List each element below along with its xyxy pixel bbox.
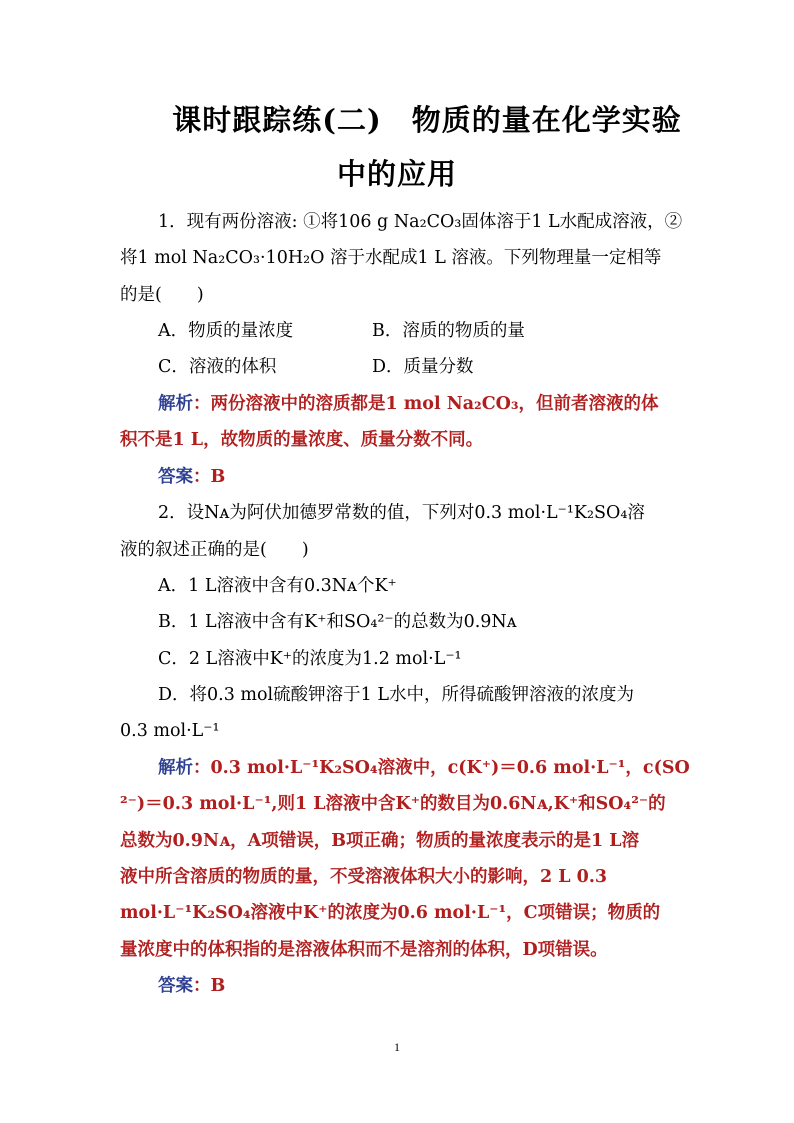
q2-analysis-line3: 总数为0.9Nᴀ，A项错误，B项正确；物质的量浓度表示的是1 L溶 (120, 831, 640, 851)
q2-stem-line1: 2．设Nᴀ为阿伏加德罗常数的值，下列对0.3 mol·L⁻¹K₂SO₄溶 (158, 503, 645, 523)
q2-analysis-line2: ²⁻)＝0.3 mol·L⁻¹,则1 L溶液中含K⁺的数目为0.6Nᴀ,K⁺和SO₄²⁻的 (120, 794, 666, 814)
q2-analysis-text1: ：0.3 mol·L⁻¹K₂SO₄溶液中，c(K⁺)＝0.6 mol·L⁻¹，c(SO (193, 758, 690, 778)
q2-analysis-line5: mol·L⁻¹K₂SO₄溶液中K⁺的浓度为0.6 mol·L⁻¹，C项错误；物质的 (120, 903, 661, 923)
q1-answer-value: ：B (193, 467, 226, 487)
q1-stem-line1: 1．现有两份溶液: ①将106 g Na₂CO₃固体溶于1 L水配成溶液，② (158, 212, 683, 232)
q2-analysis-line4: 液中所含溶质的物质的量，不受溶液体积大小的影响，2 L 0.3 (120, 867, 608, 887)
q1-analysis-label: 解析 (158, 394, 193, 414)
q1-analysis-text1: ：两份溶液中的溶质都是1 mol Na₂CO₃，但前者溶液的体 (193, 394, 659, 414)
q2-answer (158, 974, 225, 998)
q2-answer-value: ：B (193, 976, 226, 996)
q1-option-a: A．物质的量浓度 (158, 321, 294, 341)
q2-analysis-line1 (158, 756, 690, 780)
page-title-line2: 中的应用 (336, 157, 457, 191)
q2-stem-line2: 液的叙述正确的是( ) (120, 540, 309, 560)
q1-option-d: D．质量分数 (372, 357, 474, 377)
q1-analysis-line2: 积不是1 L，故物质的量浓度、质量分数不同。 (120, 430, 484, 450)
q1-stem-line3: 的是( ) (120, 285, 204, 305)
q2-analysis-label: 解析 (158, 758, 193, 778)
q1-option-c: C．溶液的体积 (158, 357, 277, 377)
q2-option-c: C．2 L溶液中K⁺的浓度为1.2 mol·L⁻¹ (158, 649, 462, 669)
page-number: 1 (394, 1040, 400, 1054)
q1-analysis-line1 (158, 392, 659, 416)
page-title-line1: 课时跟踪练(二) 物质的量在化学实验 (172, 103, 682, 137)
q2-option-d-line1: D．将0.3 mol硫酸钾溶于1 L水中，所得硫酸钾溶液的浓度为 (158, 685, 634, 705)
q1-answer (158, 465, 225, 489)
q2-analysis-line6: 量浓度中的体积指的是溶液体积而不是溶剂的体积，D项错误。 (120, 940, 608, 960)
q2-option-b: B．1 L溶液中含有K⁺和SO₄²⁻的总数为0.9Nᴀ (158, 612, 517, 632)
q1-answer-label: 答案 (158, 467, 193, 487)
q2-option-d-line2: 0.3 mol·L⁻¹ (120, 721, 220, 741)
q2-option-a: A．1 L溶液中含有0.3Nᴀ个K⁺ (158, 576, 397, 596)
q2-answer-label: 答案 (158, 976, 193, 996)
q1-option-b: B．溶质的物质的量 (372, 321, 525, 341)
q1-stem-line2: 将1 mol Na₂CO₃·10H₂O 溶于水配成1 L 溶液。下列物理量一定相等 (120, 248, 662, 268)
